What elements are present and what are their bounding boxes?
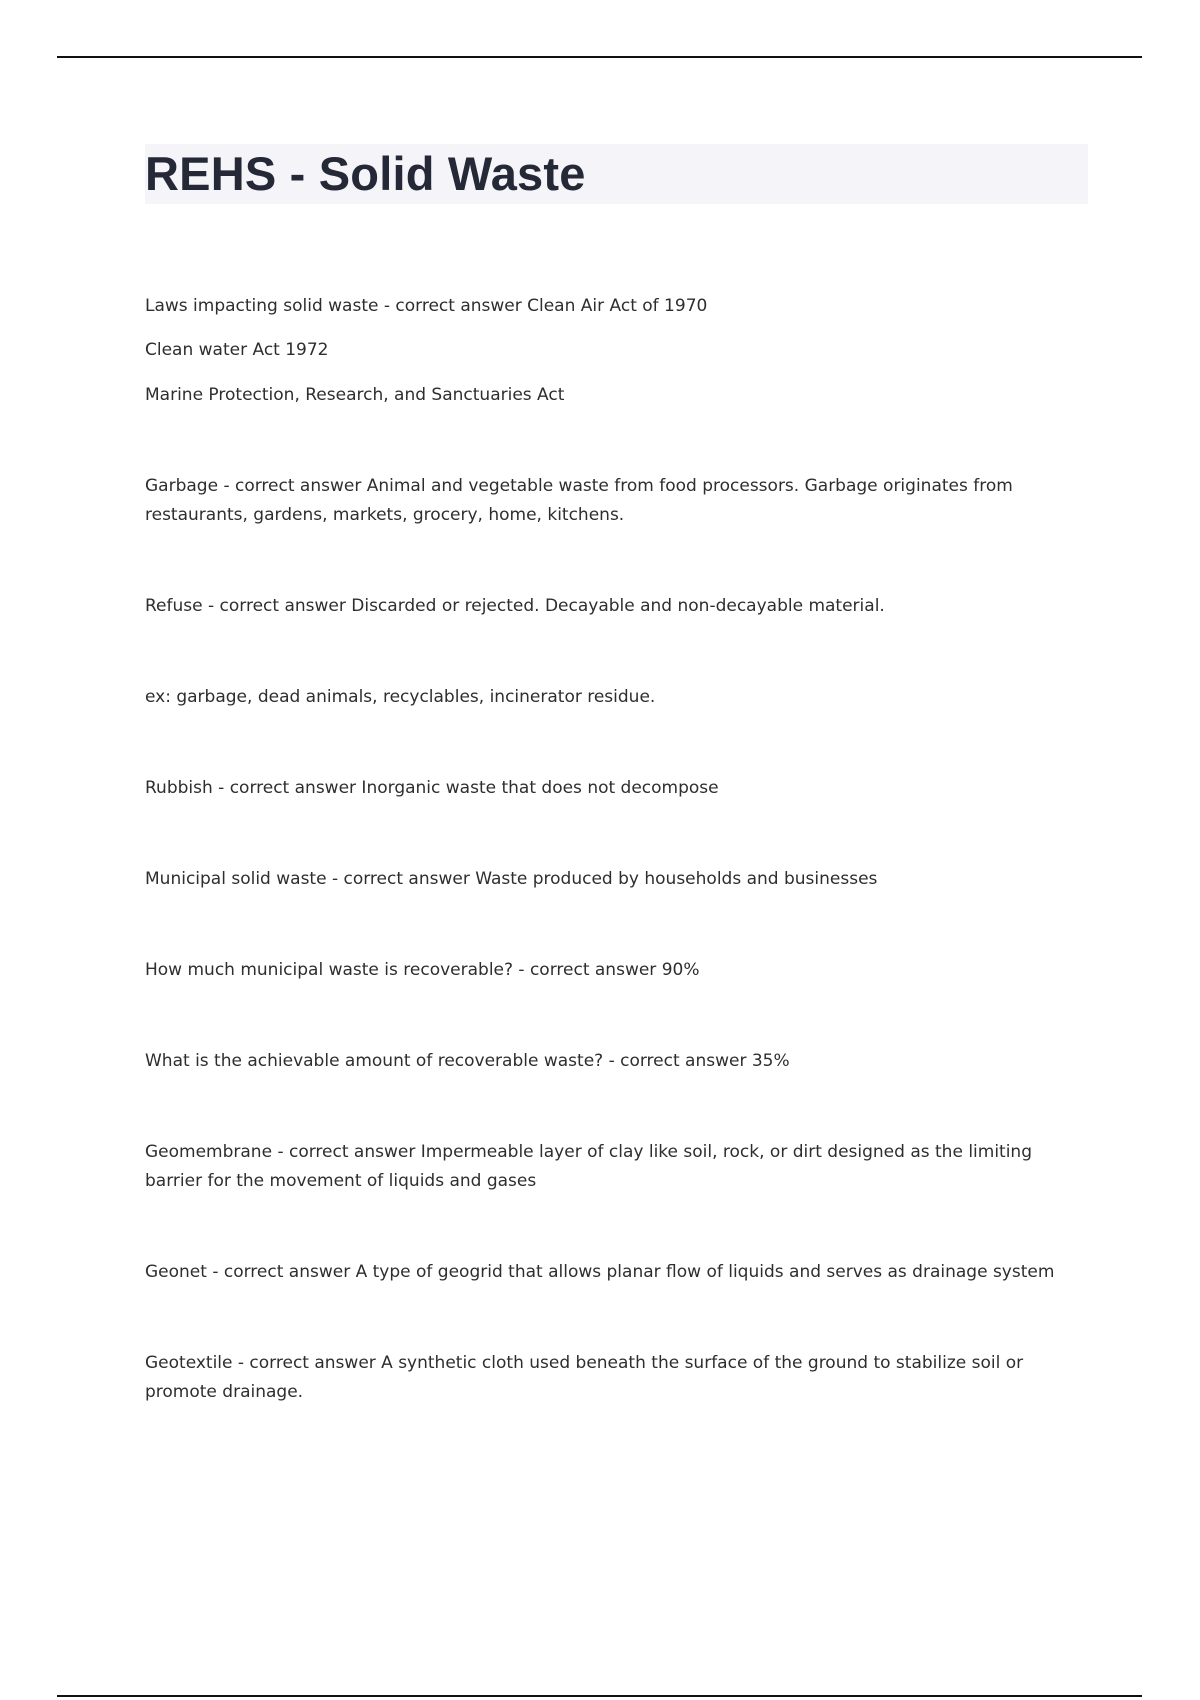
document-body bbox=[145, 292, 1090, 1407]
paragraph-achievable-recoverable: What is the achievable amount of recoverable waste? - correct answer 35% bbox=[145, 1051, 790, 1071]
paragraph-refuse: Refuse - correct answer Discarded or rejected. Decayable and non-decayable material. bbox=[145, 596, 885, 616]
paragraph-garbage: Garbage - correct answer Animal and vegetable waste from food processors. Garbage originates from restaurants, gardens, markets, grocery, home, kitchens. bbox=[145, 476, 1013, 525]
paragraph-clean-water-act: Clean water Act 1972 bbox=[145, 340, 329, 360]
paragraph-marine-protection: Marine Protection, Research, and Sanctuaries Act bbox=[145, 385, 565, 405]
paragraph-geomembrane: Geomembrane - correct answer Impermeable layer of clay like soil, rock, or dirt designed as the limiting barrier for the movement of liquids and gases bbox=[145, 1142, 1032, 1191]
paragraph-laws: Laws impacting solid waste - correct answer Clean Air Act of 1970 bbox=[145, 296, 708, 316]
paragraph-recoverable: How much municipal waste is recoverable? - correct answer 90% bbox=[145, 960, 700, 980]
paragraph-rubbish: Rubbish - correct answer Inorganic waste that does not decompose bbox=[145, 778, 719, 798]
page-title: REHS - Solid Waste bbox=[145, 147, 586, 200]
paragraph-refuse-example: ex: garbage, dead animals, recyclables, incinerator residue. bbox=[145, 687, 656, 707]
paragraph-geonet: Geonet - correct answer A type of geogrid that allows planar flow of liquids and serves as drainage system bbox=[145, 1262, 1055, 1282]
paragraph-municipal-solid-waste: Municipal solid waste - correct answer Waste produced by households and businesses bbox=[145, 869, 878, 889]
footer-rule bbox=[57, 1695, 1142, 1697]
paragraph-geotextile: Geotextile - correct answer A synthetic cloth used beneath the surface of the ground to stabilize soil or promote drainage. bbox=[145, 1353, 1024, 1402]
header-rule bbox=[57, 56, 1142, 58]
